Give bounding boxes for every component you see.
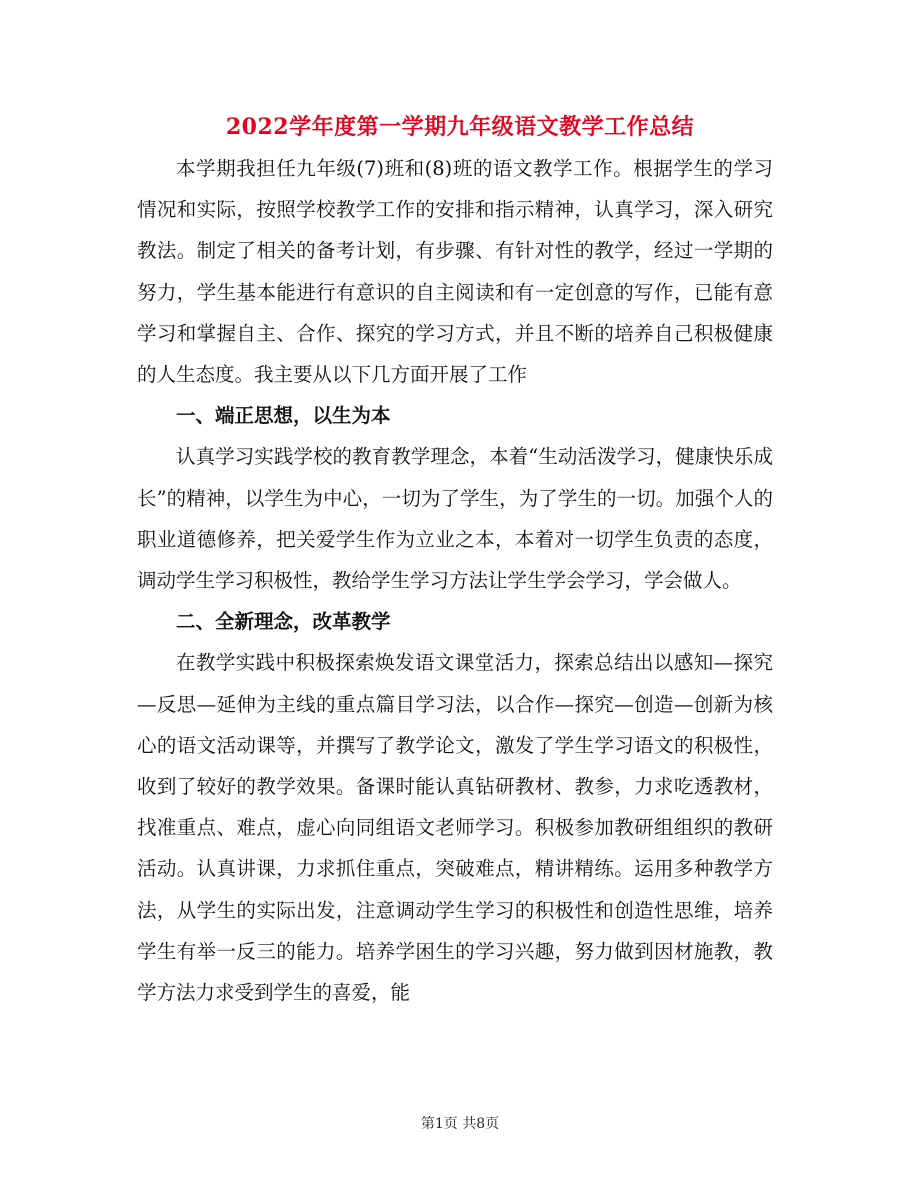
document-title: 2022学年度第一学期九年级语文教学工作总结: [225, 114, 695, 140]
document-body: [137, 148, 773, 1013]
section-paragraph-1: 认真学习实践学校的教育教学理念，本着“生动活泼学习，健康快乐成长”的精神，以学生为中心，一切为了学生，为了学生的一切。加强个人的职业道德修养，把关爱学生作为立业之本，本着对一切学生负责的态度，调动学生学习积极性，教给学生学习方法让学生学会学习，学会做人。: [137, 445, 773, 593]
page-number-footer: 第1页 共8页: [420, 1116, 500, 1132]
section-paragraph-2: 在教学实践中积极探索焕发语文课堂活力，探索总结出以感知—探究—反思—延伸为主线的重点篇目学习法，以合作—探究—创造—创新为核心的语文活动课等，并撰写了教学论文，激发了学生学习语文的积极性，收到了较好的教学效果。备课时能认真钻研教材、教参，力求吃透教材，找准重点、难点，虚心向同组语文老师学习。积极参加教研组组织的教研活动。认真讲课，力求抓住重点，突破难点，精讲精练。运用多种教学方法，从学生的实际出发，注意调动学生学习的积极性和创造性思维，培养学生有举一反三的能力。培养学困生的学习兴趣，努力做到因材施教，教学方法力求受到学生的喜爱，能: [137, 651, 773, 1005]
intro-paragraph: 本学期我担任九年级(7)班和(8)班的语文教学工作。根据学生的学习情况和实际，按照学校教学工作的安排和指示精神，认真学习，深入研究教法。制定了相关的备考计划，有步骤、有针对性的教学，经过一学期的努力，学生基本能进行有意识的自主阅读和有一定创意的写作，已能有意学习和掌握自主、合作、探究的学习方式，并且不断的培养自己积极健康的人生态度。我主要从以下几方面开展了工作: [137, 157, 773, 387]
section-heading-2: 二、全新理念，改革教学: [176, 610, 391, 634]
section-heading-1: 一、端正思想，以生为本: [176, 404, 391, 428]
